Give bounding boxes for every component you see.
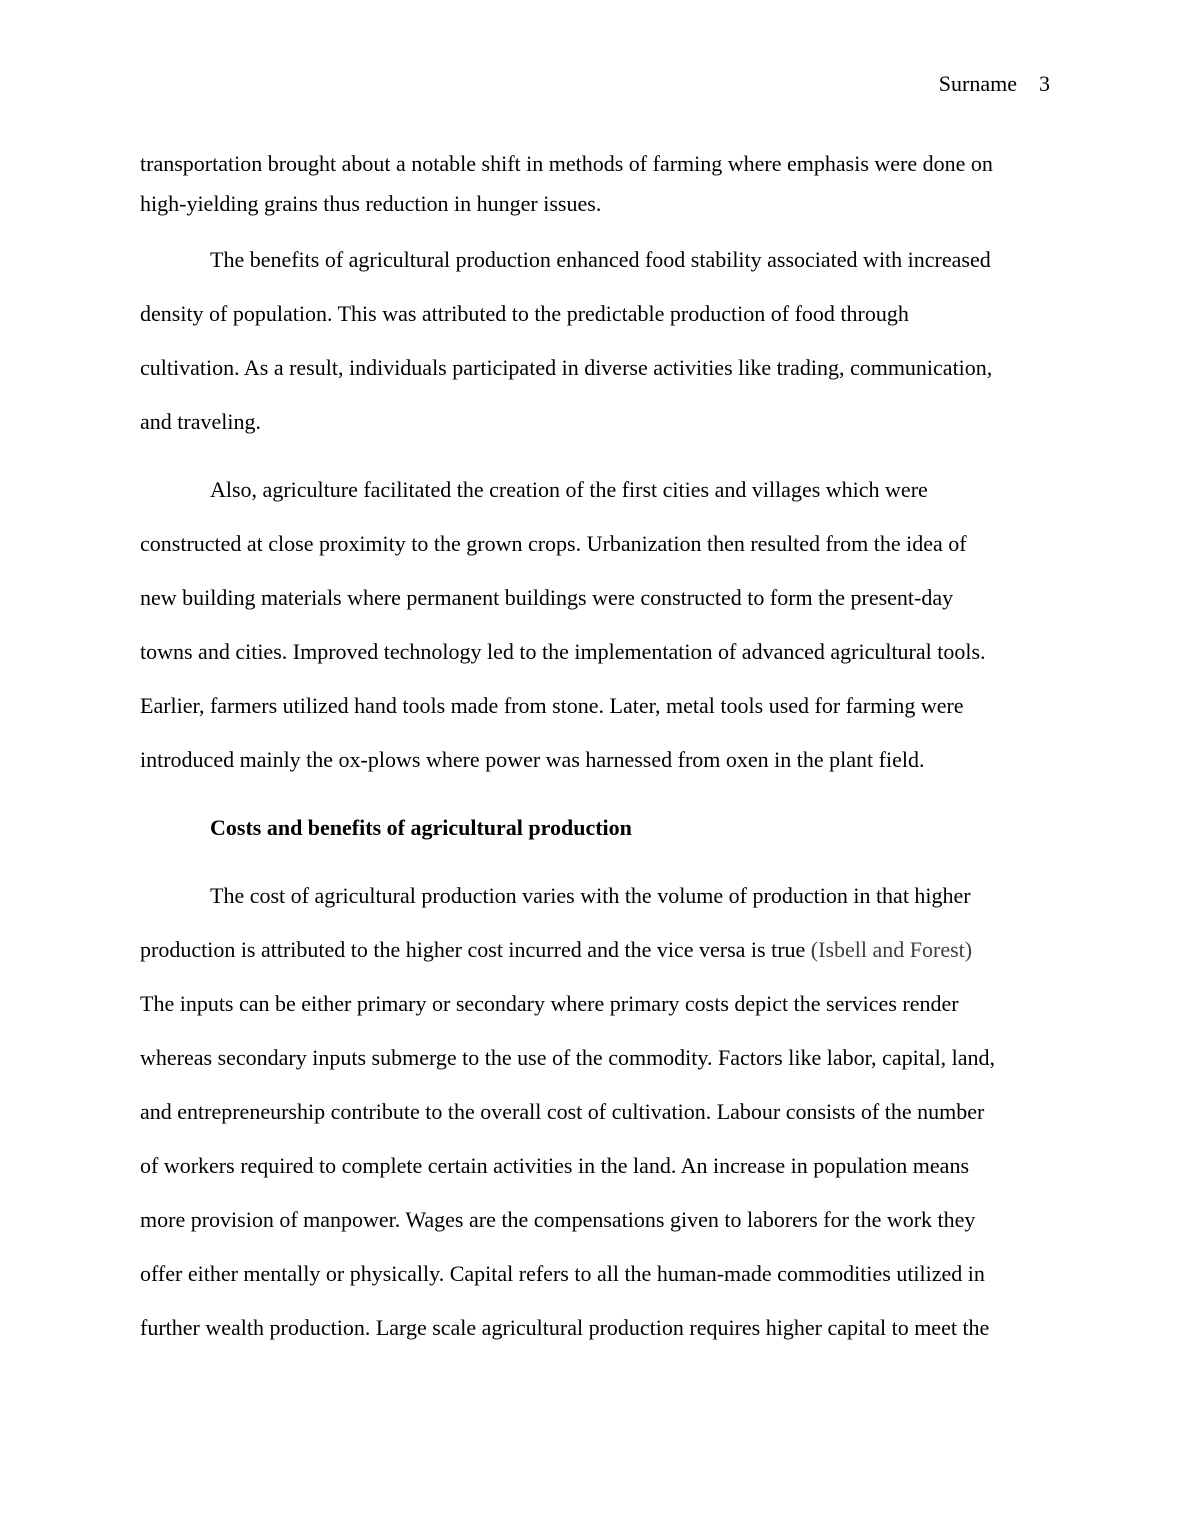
paragraph-line: new building materials where permanent buildings were constructed to form the present-day xyxy=(140,585,954,610)
page-number: 3 xyxy=(1039,71,1050,96)
citation: (Isbell and Forest) xyxy=(810,937,973,962)
running-head xyxy=(939,70,1050,98)
paragraph-line: transportation brought about a notable shift in methods of farming where emphasis were done on xyxy=(140,151,993,176)
paragraph-line: introduced mainly the ox-plows where power was harnessed from oxen in the plant field. xyxy=(140,747,925,772)
paragraph-line: Earlier, farmers utilized hand tools made from stone. Later, metal tools used for farming were xyxy=(140,693,964,718)
paragraph-line: offer either mentally or physically. Capital refers to all the human-made commodities utilized in xyxy=(140,1261,985,1286)
paragraph-costs xyxy=(140,869,1052,1355)
paragraph-line: of workers required to complete certain activities in the land. An increase in population means xyxy=(140,1153,970,1178)
section-heading: Costs and benefits of agricultural production xyxy=(210,815,632,840)
paragraph-line: The benefits of agricultural production enhanced food stability associated with increased xyxy=(210,247,991,272)
paragraph-continuation xyxy=(140,144,1052,224)
paragraph-benefits xyxy=(140,233,1052,449)
paragraph-line: whereas secondary inputs submerge to the use of the commodity. Factors like labor, capital, land, xyxy=(140,1045,996,1070)
paragraph-line: density of population. This was attributed to the predictable production of food through xyxy=(140,301,909,326)
paragraph-line: and entrepreneurship contribute to the overall cost of cultivation. Labour consists of the number xyxy=(140,1099,985,1124)
paragraph-line: further wealth production. Large scale agricultural production requires higher capital to meet the xyxy=(140,1315,990,1340)
paragraph-line: constructed at close proximity to the grown crops. Urbanization then resulted from the idea of xyxy=(140,531,967,556)
paragraph-line: The inputs can be either primary or secondary where primary costs depict the services render xyxy=(140,991,959,1016)
paragraph-line: and traveling. xyxy=(140,409,261,434)
paragraph-line: The cost of agricultural production varies with the volume of production in that higher xyxy=(210,883,971,908)
header-surname: Surname xyxy=(938,71,1017,96)
paragraph-line: Also, agriculture facilitated the creation of the first cities and villages which were xyxy=(210,477,928,502)
paragraph-line: cultivation. As a result, individuals participated in diverse activities like trading, communication, xyxy=(140,355,993,380)
paragraph-line-with-citation xyxy=(140,923,1052,977)
paragraph-cities xyxy=(140,463,1052,787)
paragraph-line: more provision of manpower. Wages are the compensations given to laborers for the work they xyxy=(140,1207,976,1232)
section-heading-block xyxy=(140,801,1052,855)
paragraph-line-text: production is attributed to the higher cost incurred and the vice versa is true xyxy=(140,937,806,962)
paragraph-line: towns and cities. Improved technology led to the implementation of advanced agricultural tools. xyxy=(140,639,986,664)
paragraph-line: high-yielding grains thus reduction in hunger issues. xyxy=(140,191,602,216)
